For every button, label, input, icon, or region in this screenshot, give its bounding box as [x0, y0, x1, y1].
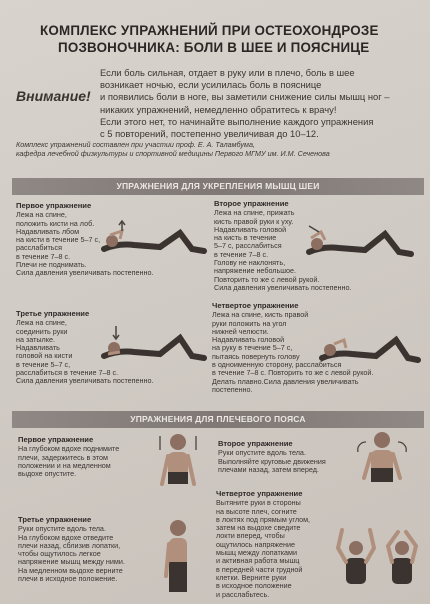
exercise-line: на затылке. [16, 334, 55, 344]
exercise-line: локти вперед, чтобы [216, 531, 285, 541]
exercise-line: Лежа на спине, [16, 318, 67, 328]
exercise-line: кисть правой руки к уху. [214, 216, 294, 226]
credits-line: Комплекс упражнений составлен при участии проф. Е. А. Таламбума, [16, 140, 255, 149]
exercise-line: Сила давления увеличивать постепенно. [16, 376, 154, 386]
exercise-line: и расслабьтесь. [216, 589, 270, 599]
warning-line: Если этого нет, то начинайте выполнение каждого упражнения [100, 115, 374, 127]
exercise-line: в одноименную сторону, расслабиться [212, 360, 342, 370]
warning-line: Если боль сильная, отдает в руку или в плечо, боль в шее [100, 67, 355, 78]
exercise-line: ощутилось напряжение [216, 539, 295, 549]
warning-line: и появились боли в ноге, вы заметили снижение силы мышц ног – [100, 91, 390, 103]
exercise-line: напряжение мышц между ними. [18, 557, 125, 567]
exercise-line: положении и на медленном [18, 460, 111, 470]
exercise-line: расслабиться [16, 243, 63, 253]
standing-figure-illustration [152, 516, 207, 601]
exercise-line: затем на выдохе сведите [216, 523, 301, 533]
exercise-line: расслабиться в течение 7–8 с. [16, 368, 119, 378]
warning-line: возникает ночью, если усилилась боль в пояснице [100, 79, 322, 91]
exercise-line: Выполняйте круговые движения [218, 456, 326, 466]
exercise-title: Первое упражнение [16, 201, 92, 210]
title-line-1: КОМПЛЕКС УПРАЖНЕНИЙ ПРИ ОСТЕОХОНДРОЗЕ [40, 23, 379, 38]
credits [16, 140, 416, 158]
exercise-line: головой на кисти [16, 351, 73, 361]
exercise-line: Руки опустите вдоль тела. [18, 524, 106, 534]
shoulder-exercise-3 [18, 516, 125, 583]
exercise-line: в течение 5–7 с, [16, 359, 71, 369]
exercise-line: руки положить на угол [212, 318, 287, 328]
attention-label: Внимание! [16, 88, 91, 104]
exercise-line: На глубоком вдохе отведите [18, 532, 114, 542]
shoulder-exercise-2 [218, 440, 326, 474]
exercise-line: в течение 7–8 с. [16, 251, 71, 261]
exercise-line: плечи, задержитесь в этом [18, 452, 108, 462]
title-line-2: ПОЗВОНОЧНИКА: БОЛИ В ШЕЕ И ПОЯСНИЦЕ [58, 40, 370, 55]
exercise-line: плечи назад, сблизив лопатки, [18, 540, 121, 550]
exercise-line: в течение 7–8 с. [214, 249, 269, 259]
exercise-line: чтобы ощутилось легкое [18, 549, 101, 559]
exercise-title: Второе упражнение [218, 439, 293, 448]
exercise-line: Лежа на спине, прижать [214, 208, 295, 218]
warning-line: с 5 повторений, постепенно увеличивая до 10–12. [100, 128, 319, 140]
exercise-line: Лежа на спине, кисть правой [212, 310, 309, 320]
shoulder-exercise-1 [18, 436, 119, 478]
exercise-line: соединить руки [16, 326, 68, 336]
exercise-line: в течение 7–8 с. Повторить то же с левой рукой. [212, 368, 374, 378]
exercise-line: Руки опустите вдоль тела. [218, 448, 306, 458]
credits-line: кафедра лечебной физкультуры и спортивной медицины Первого МГМУ им. И.М. Сеченова [16, 149, 330, 158]
warning-line: никаких упражнений, немедленно обратитесь к врачу! [100, 103, 337, 115]
exercise-title: Третье упражнение [18, 515, 92, 524]
exercise-line: Делать плавно.Сила давления увеличивать [212, 376, 359, 386]
exercise-line: выдохе опустите. [18, 469, 77, 479]
exercise-line: на высоте плеч, согните [216, 506, 297, 516]
exercise-line: Плечи не поднимать. [16, 260, 87, 270]
exercise-title: Четвертое упражнение [216, 489, 303, 498]
shoulder-exercise-4 [216, 490, 310, 599]
exercise-line: Надавливать головой [212, 335, 285, 345]
standing-figure-illustration [150, 428, 205, 508]
exercise-line: в передней части грудной [216, 564, 303, 574]
exercise-line: Сила давления увеличивать постепенно. [214, 282, 352, 292]
exercise-line: в исходное положение [216, 581, 292, 591]
exercise-line: Лежа на спине, [16, 210, 67, 220]
exercise-line: мышц между лопатками [216, 548, 297, 558]
exercise-line: Сила давления увеличивать постепенно. [16, 268, 154, 278]
exercise-line: нижней челюсти. [212, 326, 269, 336]
exercise-line: и активная работа мышц [216, 556, 300, 566]
exercise-line: в локтях под прямым углом, [216, 514, 311, 524]
exercise-line: На медленном выдохе верните [18, 565, 123, 575]
exercise-line: На глубоком вдохе поднимите [18, 444, 120, 454]
exercise-line: 5–7 с, расслабиться [214, 241, 282, 251]
exercise-title: Третье упражнение [16, 309, 90, 318]
exercise-line: Голову не наклонять, [214, 258, 286, 268]
standing-figure-illustration [336, 520, 426, 600]
exercise-line: на кисти в течение 5–7 с, [16, 235, 101, 245]
exercise-line: на руку в течение 5–7 с, [212, 343, 293, 353]
exercise-line: на кисть в течение [214, 233, 277, 243]
exercise-line: плечами назад, затем вперед. [218, 464, 319, 474]
warning-text [100, 67, 420, 140]
section-heading-shoulder: УПРАЖНЕНИЯ ДЛЯ ПЛЕЧЕВОГО ПОЯСА [12, 411, 424, 428]
exercise-title: Второе упражнение [214, 199, 289, 208]
exercise-title: Четвертое упражнение [212, 301, 299, 310]
exercise-title: Первое упражнение [18, 435, 94, 444]
lying-figure-illustration [100, 322, 210, 367]
exercise-line: Повторить то же с левой рукой. [214, 274, 320, 284]
exercise-line: клетки. Верните руки [216, 572, 287, 582]
exercise-line: плечи в исходное положение. [18, 574, 118, 584]
exercise-line: положить кисти на лоб. [16, 218, 95, 228]
exercise-line: Надавливать лбом [16, 226, 80, 236]
exercise-line: Надавливать головой [214, 224, 287, 234]
exercise-line: Надавливать [16, 343, 60, 353]
standing-figure-illustration [352, 428, 412, 490]
lying-figure-illustration [100, 215, 210, 260]
exercise-line: Вытяните руки в стороны [216, 498, 301, 508]
exercise-line: пытаясь повернуть голову [212, 351, 300, 361]
exercise-line: постепенно. [212, 384, 253, 394]
lying-figure-illustration [305, 218, 417, 263]
section-heading-neck: УПРАЖНЕНИЯ ДЛЯ УКРЕПЛЕНИЯ МЫШЦ ШЕИ [12, 178, 424, 195]
document-title [40, 22, 400, 56]
exercise-line: напряжение небольшое. [214, 266, 296, 276]
lying-figure-illustration [318, 328, 422, 368]
